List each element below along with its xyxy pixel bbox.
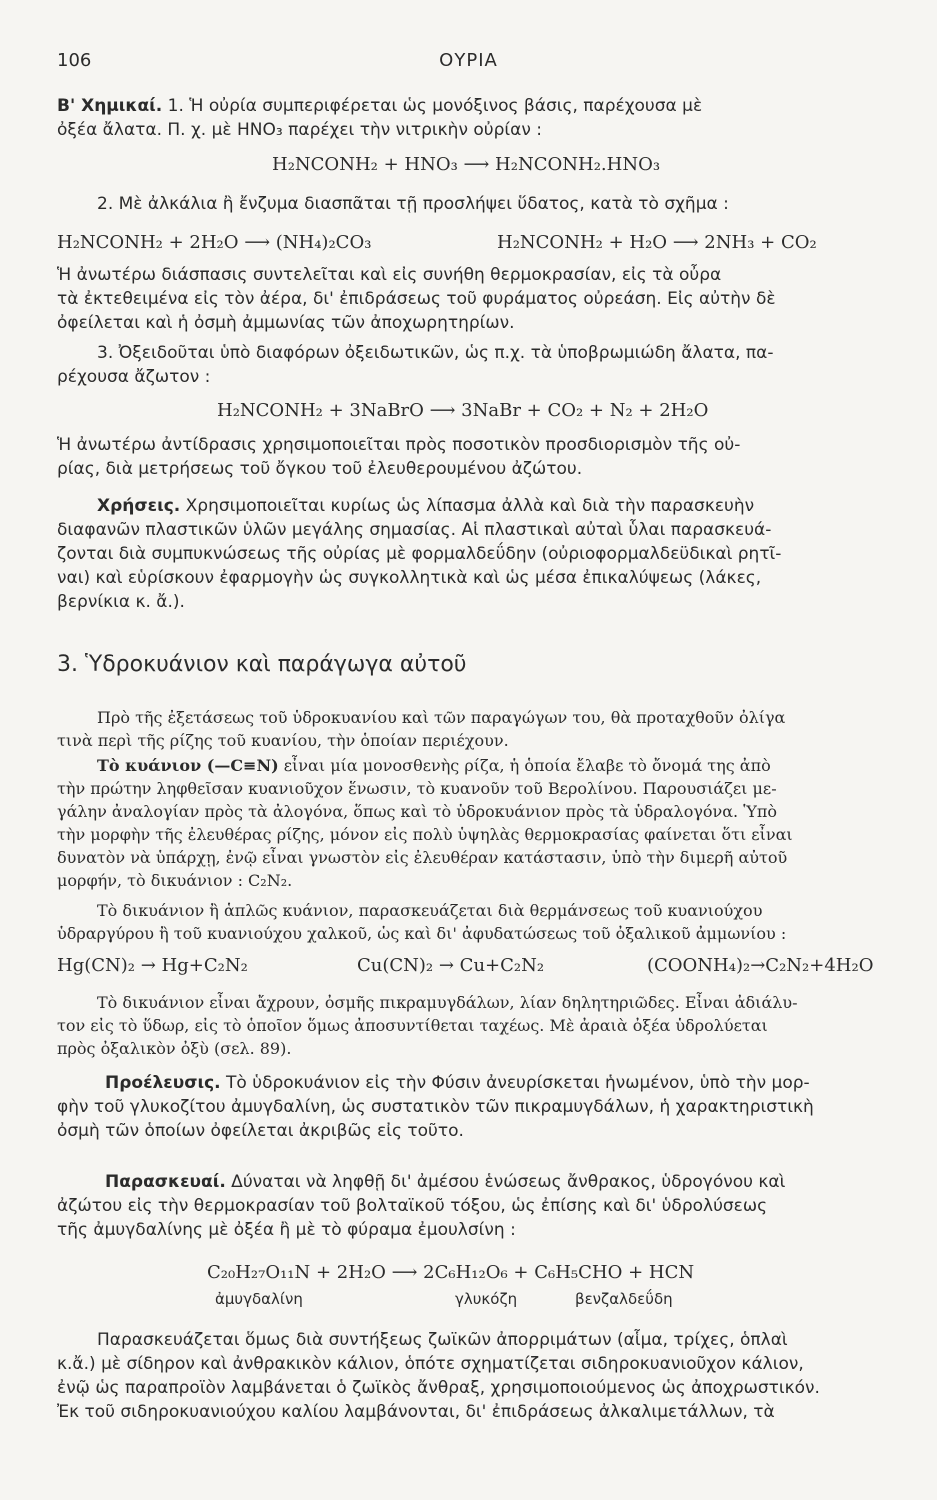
text-line: φὴν τοῦ γλυκοζίτου ἀμυγδαλίνη, ὡς συστατικὸν τῶν πικραμυγδάλων, ἡ χαρακτηριστικὴ xyxy=(57,1097,814,1117)
text-line: πρὸς ὀξαλικὸν ὀξὺ (σελ. 89). xyxy=(57,1039,292,1058)
text-line: Παρασκευαί. Δύναται νὰ ληφθῇ δι' ἀμέσου ἑνώσεως ἄνθρακος, ὑδρογόνου καὶ xyxy=(105,1172,786,1192)
text-line: ὑδραργύρου ἢ τοῦ κυανιούχου χαλκοῦ, ὡς καὶ δι' ἀφυδατώσεως τοῦ ὀξαλικοῦ ἀμμωνίου : xyxy=(57,924,787,943)
running-title: ΟΥΡΙΑ xyxy=(439,50,498,71)
text-line: δυνατὸν νὰ ὑπάρχῃ, ἐνῷ εἶναι γνωστὸν εἰς ἐλευθέραν κατάστασιν, ὑπὸ τὴν διμερῆ αὐτοῦ xyxy=(57,848,788,867)
text-line: ὀφείλεται καὶ ἡ ὀσμὴ ἀμμωνίας τῶν ἀποχωρητηρίων. xyxy=(57,313,515,333)
text-line: Παρασκευάζεται ὅμως διὰ συντήξεως ζωϊκῶν ἀπορριμάτων (αἷμα, τρίχες, ὁπλαὶ xyxy=(97,1330,788,1350)
equation-mercury: Hg(CN)₂ → Hg+C₂N₂ xyxy=(57,955,248,976)
text-line: τὰ ἐκτεθειμένα εἰς τὸν ἀέρα, δι' ἐπιδράσεως τοῦ φυράματος οὐρεάση. Εἰς αὐτὴν δὲ xyxy=(57,289,776,309)
text-line: ζονται διὰ συμπυκνώσεως τῆς οὐρίας μὲ φορμαλδεΰδην (οὐριοφορμαλδεϋδικαὶ ρητῖ- xyxy=(57,544,782,564)
text-line: βερνίκια κ. ἄ.). xyxy=(57,592,185,612)
section-heading: 3. Ὑδροκυάνιον καὶ παράγωγα αὐτοῦ xyxy=(57,652,467,677)
text-line: 3. Ὀξειδοῦται ὑπὸ διαφόρων ὀξειδωτικῶν, ὡς π.χ. τὰ ὑποβρωμιώδη ἄλατα, πα- xyxy=(97,343,774,363)
text-line: ἀζώτου εἰς τὴν θερμοκρασίαν τοῦ βολταϊκοῦ τόξου, ὡς ἐπίσης καὶ δι' ὑδρολύσεως xyxy=(57,1196,768,1216)
text-line: μορφήν, τὸ δικυάνιον : C₂N₂. xyxy=(57,871,293,890)
text-line: τῆς ἀμυγδαλίνης μὲ ὀξέα ἢ μὲ τὸ φύραμα ἐμουλσίνη : xyxy=(57,1220,516,1240)
text-line: κ.ἄ.) μὲ σίδηρον καὶ ἀνθρακικὸν κάλιον, ὁπότε σχηματίζεται σιδηροκυανιοῦχον κάλιον, xyxy=(57,1354,804,1374)
text-line: γάλην ἀναλογίαν πρὸς τὰ ἀλογόνα, ὅπως καὶ τὸ ὑδροκυάνιον πρὸς τὰ ὑδραλογόνα. Ὑπὸ xyxy=(57,802,777,821)
label-amygdalin: ἀμυγδαλίνη xyxy=(215,1290,303,1308)
text-line: Πρὸ τῆς ἐξετάσεως τοῦ ὑδροκυανίου καὶ τῶν παραγώγων του, θὰ προταχθοῦν ὀλίγα xyxy=(97,708,786,727)
text-line: διαφανῶν πλαστικῶν ὑλῶν μεγάλης σημασίας. Αἱ πλαστικαὶ αὐταὶ ὗλαι παρασκευά- xyxy=(57,520,772,540)
page-number: 106 xyxy=(57,50,92,71)
label-glucose: γλυκόζη xyxy=(455,1290,518,1308)
equation-copper: Cu(CN)₂ → Cu+C₂N₂ xyxy=(357,955,545,976)
text-line: ὀξέα ἄλατα. Π. χ. μὲ HNO₃ παρέχει τὴν νιτρικὴν οὐρίαν : xyxy=(57,120,542,140)
text-line: ἐνῷ ὡς παραπροϊὸν λαμβάνεται ὁ ζωϊκὸς ἄνθραξ, χρησιμοποιούμενος ὡς ἀποχρωστικόν. xyxy=(57,1378,820,1398)
text-line: Ἐκ τοῦ σιδηροκυανιούχου καλίου λαμβάνονται, δι' ἐπιδράσεως ἀλκαλιμετάλλων, τὰ xyxy=(57,1402,775,1422)
text-line: ρέχουσα ἄζωτον : xyxy=(57,367,211,387)
text-line: Χρήσεις. Χρησιμοποιεῖται κυρίως ὡς λίπασμα ἀλλὰ καὶ διὰ τὴν παρασκευὴν xyxy=(97,496,755,516)
text-line: ρίας, διὰ μετρήσεως τοῦ ὄγκου τοῦ ἐλευθερουμένου ἀζώτου. xyxy=(57,459,583,479)
text-line: τὴν μορφὴν τῆς ἐλευθέρας ρίζης, μόνον εἰς πολὺ ὑψηλὰς θερμοκρασίας φαίνεται ὅτι εἶναι xyxy=(57,825,793,844)
text-line: τον εἰς τὸ ὕδωρ, εἰς τὸ ὁποῖον ὅμως ἀποσυντίθεται ταχέως. Μὲ ἀραιὰ ὀξέα ὑδρολύεται xyxy=(57,1016,768,1035)
text-line: Τὸ δικυάνιον ἢ ἁπλῶς κυάνιον, παρασκευάζεται διὰ θερμάνσεως τοῦ κυανιούχου xyxy=(97,901,763,920)
text-line: Τὸ δικυάνιον εἶναι ἄχρουν, ὀσμῆς πικραμυγδάλων, λίαν δηλητηριῶδες. Εἶναι ἀδιάλυ- xyxy=(97,993,798,1012)
text-line: Προέλευσις. Τὸ ὑδροκυάνιον εἰς τὴν Φύσιν ἀνευρίσκεται ἡνωμένον, ὑπὸ τὴν μορ- xyxy=(105,1073,810,1093)
text-line: Ἡ ἀνωτέρω διάσπασις συντελεῖται καὶ εἰς συνήθη θερμοκρασίαν, εἰς τὰ οὖρα xyxy=(57,265,722,285)
text-line: ὀσμὴ τῶν ὁποίων ὀφείλεται ἀκριβῶς εἰς τοῦτο. xyxy=(57,1121,464,1141)
text-line: Τὸ κυάνιον (—C≡N) εἶναι μία μονοσθενὴς ρίζα, ἡ ὁποία ἔλαβε τὸ ὄνομά της ἀπὸ xyxy=(97,756,771,775)
label-benzaldehyde: βενζαλδεΰδη xyxy=(575,1290,673,1308)
equation-oxidation: H₂NCONH₂ + 3NaBrO ⟶ 3NaBr + CO₂ + N₂ + 2H₂O xyxy=(217,400,709,421)
text-line: τινὰ περὶ τῆς ρίζης τοῦ κυανίου, τὴν ὁποίαν περιέχουν. xyxy=(57,731,509,750)
equation-oxalate: (COONH₄)₂→C₂N₂+4H₂O xyxy=(647,955,874,976)
text-line: τὴν πρώτην ληφθεῖσαν κυανιοῦχον ἕνωσιν, τὸ κυανοῦν τοῦ Βερολίνου. Παρουσιάζει με- xyxy=(57,779,777,798)
equation-amygdalin: C₂₀H₂₇O₁₁N + 2H₂O ⟶ 2C₆H₁₂O₆ + C₆H₅CHO + HCN xyxy=(207,1262,695,1283)
text-line: ναι) καὶ εὑρίσκουν ἐφαρμογὴν ὡς συγκολλητικὰ καὶ ὡς μέσα ἐπικαλύψεως (λάκες, xyxy=(57,568,762,588)
equation-nitrate: H₂NCONH₂ + HNO₃ ⟶ H₂NCONH₂.HNO₃ xyxy=(272,154,661,175)
equation-hydrolysis-1: H₂NCONH₂ + 2H₂O ⟶ (NH₄)₂CO₃ xyxy=(57,232,372,253)
text-line: Β' Χημικαί. 1. Ἡ οὐρία συμπεριφέρεται ὡς μονόξινος βάσις, παρέχουσα μὲ xyxy=(57,96,703,116)
text-line: Ἡ ἀνωτέρω ἀντίδρασις χρησιμοποιεῖται πρὸς ποσοτικὸν προσδιορισμὸν τῆς οὐ- xyxy=(57,435,741,455)
text-line: 2. Μὲ ἀλκάλια ἢ ἔνζυμα διασπᾶται τῇ προσλήψει ὕδατος, κατὰ τὸ σχῆμα : xyxy=(97,194,729,214)
equation-hydrolysis-2: H₂NCONH₂ + H₂O ⟶ 2NH₃ + CO₂ xyxy=(497,232,817,253)
